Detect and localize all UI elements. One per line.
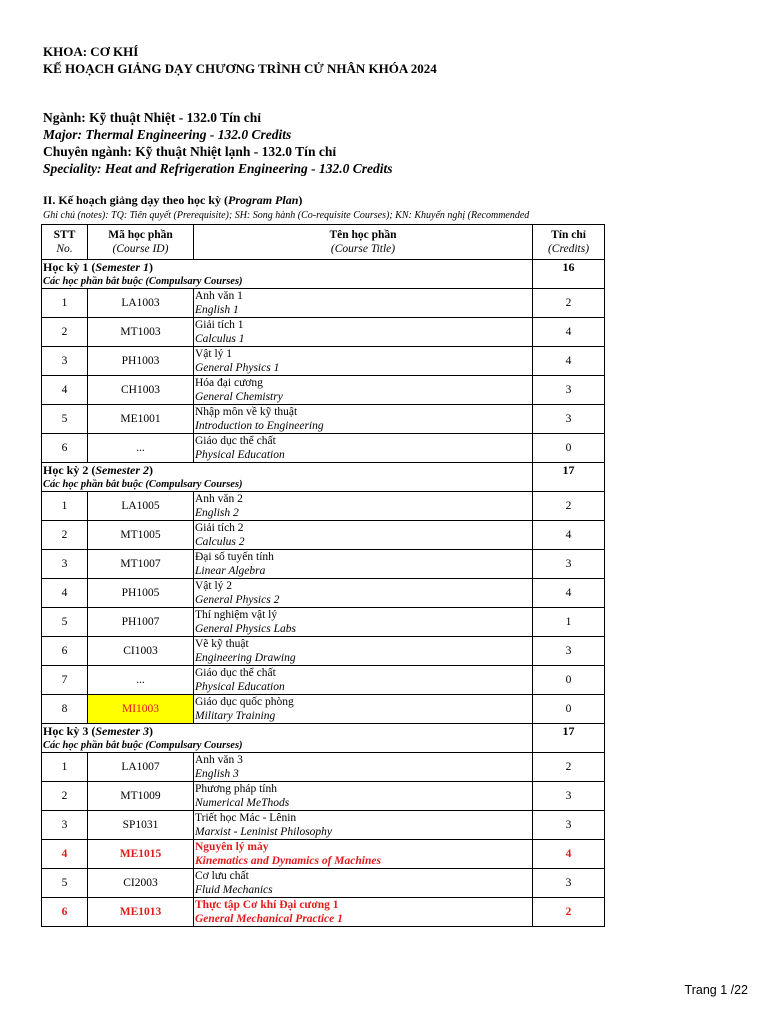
course-title [194,347,533,376]
page-number: Trang 1 /22 [684,983,748,997]
course-credits: 4 [533,840,605,869]
course-group-label: Các học phần bắt buộc (Compulsary Courses) [42,739,533,753]
course-title-en: General Physics 2 [195,594,280,606]
course-group-label: Các học phần bắt buộc (Compulsary Courses) [42,275,533,289]
course-credits: 2 [533,753,605,782]
course-title [194,376,533,405]
course-no: 7 [42,666,88,695]
program-plan-table [41,224,605,927]
col-credits-header: Tín chỉ (Credits) [533,225,605,260]
course-title-vi: Triết học Mác - Lênin [195,812,297,824]
course-no: 1 [42,753,88,782]
course-credits: 1 [533,608,605,637]
course-title [194,405,533,434]
course-id: PH1003 [88,347,194,376]
course-title-en: Marxist - Leninist Philosophy [195,826,333,838]
course-title-en: General Mechanical Practice 1 [195,913,343,925]
course-no: 4 [42,579,88,608]
course-id: PH1007 [88,608,194,637]
course-credits: 3 [533,811,605,840]
course-id: ME1013 [88,898,194,927]
course-title-en: Kinematics and Dynamics of Machines [195,855,381,867]
course-group-credits [533,739,605,753]
section-title: II. Kế hoạch giảng dạy theo học kỳ (Program Plan) [43,193,303,207]
course-title-vi: Giáo dục quốc phòng [195,696,294,708]
table-row [42,869,605,898]
table-row [42,405,605,434]
course-group-credits [533,478,605,492]
course-id: PH1005 [88,579,194,608]
course-title [194,869,533,898]
course-no: 5 [42,405,88,434]
course-title [194,782,533,811]
course-title-en: English 1 [195,304,239,316]
course-title [194,811,533,840]
course-id: CI1003 [88,637,194,666]
course-title-vi: Anh văn 3 [195,754,243,766]
course-title [194,753,533,782]
semester-credits: 17 [533,463,605,479]
course-no: 3 [42,550,88,579]
course-credits: 3 [533,550,605,579]
course-title-en: Physical Education [195,449,285,461]
table-row [42,550,605,579]
col-course-title-header: Tên học phần (Course Title) [194,225,533,260]
table-row [42,289,605,318]
table-row [42,347,605,376]
course-title [194,608,533,637]
course-title-vi: Phương pháp tính [195,783,277,795]
course-title-en: Calculus 1 [195,333,245,345]
table-row [42,434,605,463]
course-id: CH1003 [88,376,194,405]
table-row [42,753,605,782]
course-id: ... [88,666,194,695]
semester-row [42,260,605,276]
course-title [194,840,533,869]
course-credits: 4 [533,347,605,376]
course-title [194,579,533,608]
course-id: ME1015 [88,840,194,869]
table-row [42,579,605,608]
course-title [194,318,533,347]
course-id: CI2003 [88,869,194,898]
course-id: SP1031 [88,811,194,840]
course-group-label: Các học phần bắt buộc (Compulsary Courses) [42,478,533,492]
speciality-en: Speciality: Heat and Refrigeration Engineering - 132.0 Credits [43,161,393,176]
course-no: 2 [42,521,88,550]
course-title-en: Physical Education [195,681,285,693]
table-row [42,492,605,521]
course-no: 4 [42,840,88,869]
course-credits: 4 [533,521,605,550]
course-title-vi: Đại số tuyến tính [195,551,274,563]
course-no: 8 [42,695,88,724]
major-en: Major: Thermal Engineering - 132.0 Credits [43,127,292,142]
semester-row [42,463,605,479]
course-title [194,898,533,927]
faculty-heading: KHOA: CƠ KHÍ [43,44,139,59]
course-no: 6 [42,637,88,666]
table-header-row [42,225,605,260]
course-credits: 0 [533,434,605,463]
course-title-en: Fluid Mechanics [195,884,273,896]
semester-credits: 17 [533,724,605,740]
course-title-vi: Anh văn 1 [195,290,243,302]
course-no: 6 [42,898,88,927]
course-id: ... [88,434,194,463]
course-credits: 3 [533,637,605,666]
table-row [42,376,605,405]
course-title-en: General Physics 1 [195,362,280,374]
course-credits: 2 [533,289,605,318]
course-title-en: Numerical MeThods [195,797,290,809]
course-title-en: English 2 [195,507,239,519]
table-row [42,898,605,927]
semester-label [42,260,533,276]
course-no: 6 [42,434,88,463]
table-row [42,666,605,695]
speciality-vi: Chuyên ngành: Kỹ thuật Nhiệt lạnh - 132.0 Tín chỉ [43,144,337,159]
course-credits: 4 [533,318,605,347]
course-no: 4 [42,376,88,405]
course-title-vi: Giải tích 2 [195,522,244,534]
course-id: MI1003 [88,695,194,724]
semester-label-close: ) [149,724,154,738]
table-row [42,318,605,347]
course-id: LA1007 [88,753,194,782]
course-title-en: General Physics Labs [195,623,296,635]
course-title-vi: Vật lý 1 [195,348,233,360]
course-credits: 3 [533,376,605,405]
course-id: MT1005 [88,521,194,550]
semester-label-en: Semester 1 [95,260,150,274]
table-row [42,840,605,869]
course-credits: 3 [533,869,605,898]
course-credits: 0 [533,695,605,724]
course-title [194,550,533,579]
col-course-id-header: Mã học phần (Course ID) [88,225,194,260]
course-id: MT1003 [88,318,194,347]
course-credits: 2 [533,492,605,521]
course-title [194,289,533,318]
course-no: 2 [42,782,88,811]
table-row [42,811,605,840]
course-title [194,521,533,550]
course-title-vi: Nhập môn về kỹ thuật [195,406,298,418]
course-no: 1 [42,492,88,521]
table-row [42,782,605,811]
course-title-en: General Chemistry [195,391,283,403]
course-group-row [42,478,605,492]
semester-label-en: Semester 3 [95,724,150,738]
course-title-vi: Giáo dục thể chất [195,667,276,679]
course-title-en: Linear Algebra [195,565,266,577]
table-row [42,637,605,666]
course-title-vi: Cơ lưu chất [195,870,249,882]
course-title-vi: Giải tích 1 [195,319,244,331]
course-no: 3 [42,347,88,376]
course-credits: 3 [533,782,605,811]
semester-label-vi: Học kỳ 3 ( [43,724,96,738]
course-no: 5 [42,869,88,898]
course-title-en: Calculus 2 [195,536,245,548]
table-row [42,695,605,724]
course-title-en: English 3 [195,768,239,780]
course-no: 2 [42,318,88,347]
semester-label [42,724,533,740]
course-title-vi: Thí nghiệm vật lý [195,609,278,621]
course-title-vi: Giáo dục thể chất [195,435,276,447]
course-id: MT1009 [88,782,194,811]
col-stt-header: STT No. [42,225,88,260]
table-row [42,608,605,637]
course-id: MT1007 [88,550,194,579]
course-no: 3 [42,811,88,840]
course-title-en: Military Training [195,710,276,722]
course-credits: 0 [533,666,605,695]
course-title-en: Engineering Drawing [195,652,296,664]
semester-label-vi: Học kỳ 2 ( [43,463,96,477]
semester-label [42,463,533,479]
course-title-vi: Hóa đại cương [195,377,263,389]
course-no: 1 [42,289,88,318]
course-id: LA1003 [88,289,194,318]
course-credits: 3 [533,405,605,434]
semester-label-close: ) [149,260,154,274]
course-title-vi: Nguyên lý máy [195,841,269,853]
semester-row [42,724,605,740]
course-title [194,637,533,666]
course-title-vi: Thực tập Cơ khí Đại cương 1 [195,899,339,911]
course-title [194,492,533,521]
course-title-vi: Vật lý 2 [195,580,233,592]
course-title [194,666,533,695]
course-title [194,695,533,724]
course-title [194,434,533,463]
course-no: 5 [42,608,88,637]
plan-title: KẾ HOẠCH GIẢNG DẠY CHƯƠNG TRÌNH CỬ NHÂN KHÓA 2024 [43,61,437,76]
semester-label-en: Semester 2 [95,463,150,477]
course-id: LA1005 [88,492,194,521]
course-group-row [42,739,605,753]
course-title-vi: Vẽ kỹ thuật [195,638,249,650]
course-credits: 2 [533,898,605,927]
course-title-vi: Anh văn 2 [195,493,243,505]
semester-label-vi: Học kỳ 1 ( [43,260,96,274]
course-group-row [42,275,605,289]
semester-label-close: ) [149,463,154,477]
course-credits: 4 [533,579,605,608]
notes-line: Ghi chú (notes): TQ: Tiên quyết (Prerequisite); SH: Song hành (Co-requisite Courses); KN: Khuyến nghị (Recommended [43,210,530,221]
table-row [42,521,605,550]
semester-credits: 16 [533,260,605,276]
course-title-en: Introduction to Engineering [195,420,324,432]
course-id: ME1001 [88,405,194,434]
major-vi: Ngành: Kỹ thuật Nhiệt - 132.0 Tín chỉ [43,110,262,125]
course-group-credits [533,275,605,289]
